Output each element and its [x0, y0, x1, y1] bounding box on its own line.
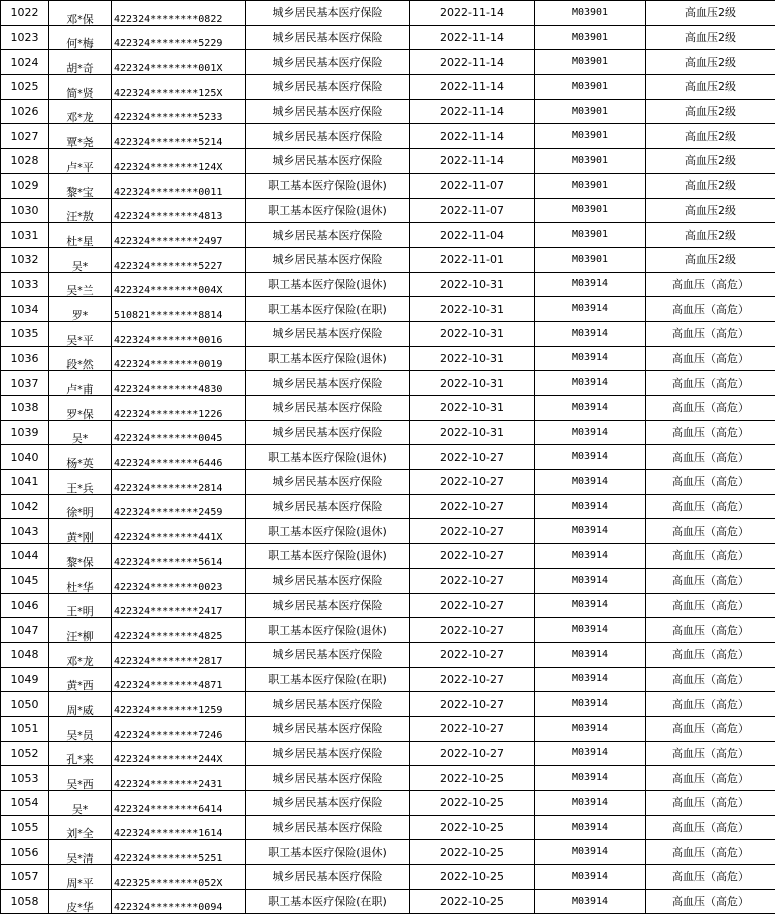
table-row — [1, 618, 775, 643]
date-cell: 2022-10-27 — [410, 716, 535, 741]
table-row — [1, 247, 775, 272]
table-row — [1, 149, 775, 174]
id-number-cell: 422324********1259 — [112, 692, 246, 717]
diagnosis-code-cell: M03914 — [535, 494, 646, 519]
id-number-cell: 422324********0094 — [112, 889, 246, 914]
diagnosis-code-cell: M03901 — [535, 75, 646, 100]
id-number-cell: 422324********2459 — [112, 494, 246, 519]
id-number-cell: 422324********0045 — [112, 420, 246, 445]
date-cell: 2022-10-27 — [410, 519, 535, 544]
diagnosis-name-cell: 高血压2级 — [646, 247, 775, 272]
id-number-cell: 422324********001X — [112, 50, 246, 75]
diagnosis-code-cell: M03901 — [535, 25, 646, 50]
diagnosis-code-cell: M03914 — [535, 568, 646, 593]
table-row — [1, 642, 775, 667]
diagnosis-name-cell: 高血压2级 — [646, 1, 775, 26]
patient-name-cell: 吴*平 — [49, 321, 112, 346]
diagnosis-code-cell: M03901 — [535, 124, 646, 149]
diagnosis-name-cell: 高血压2级 — [646, 50, 775, 75]
patient-name-cell: 吴*员 — [49, 716, 112, 741]
date-cell: 2022-10-25 — [410, 815, 535, 840]
id-number-cell: 422324********2417 — [112, 593, 246, 618]
date-cell: 2022-10-31 — [410, 272, 535, 297]
diagnosis-code-cell: M03914 — [535, 865, 646, 890]
id-number-cell: 422324********6446 — [112, 445, 246, 470]
diagnosis-name-cell: 高血压2级 — [646, 124, 775, 149]
id-number-cell: 422324********2431 — [112, 766, 246, 791]
row-number-cell: 1049 — [1, 667, 49, 692]
diagnosis-code-cell: M03901 — [535, 50, 646, 75]
patient-name-cell: 吴* — [49, 420, 112, 445]
date-cell: 2022-10-31 — [410, 297, 535, 322]
row-number-cell: 1028 — [1, 149, 49, 174]
diagnosis-code-cell: M03901 — [535, 247, 646, 272]
insurance-type-cell: 城乡居民基本医疗保险 — [246, 642, 410, 667]
row-number-cell: 1035 — [1, 321, 49, 346]
row-number-cell: 1030 — [1, 198, 49, 223]
id-number-cell: 422324********441X — [112, 519, 246, 544]
date-cell: 2022-10-25 — [410, 766, 535, 791]
table-row — [1, 791, 775, 816]
id-number-cell: 422324********004X — [112, 272, 246, 297]
insurance-type-cell: 城乡居民基本医疗保险 — [246, 223, 410, 248]
patient-name-cell: 周*威 — [49, 692, 112, 717]
diagnosis-name-cell: 高血压（高危） — [646, 346, 775, 371]
table-row — [1, 420, 775, 445]
row-number-cell: 1025 — [1, 75, 49, 100]
table-row — [1, 223, 775, 248]
insurance-type-cell: 城乡居民基本医疗保险 — [246, 247, 410, 272]
diagnosis-name-cell: 高血压2级 — [646, 223, 775, 248]
id-number-cell: 422324********0019 — [112, 346, 246, 371]
date-cell: 2022-11-07 — [410, 173, 535, 198]
diagnosis-name-cell: 高血压（高危） — [646, 618, 775, 643]
insurance-type-cell: 城乡居民基本医疗保险 — [246, 692, 410, 717]
table-row — [1, 840, 775, 865]
row-number-cell: 1037 — [1, 371, 49, 396]
diagnosis-name-cell: 高血压2级 — [646, 149, 775, 174]
insurance-type-cell: 职工基本医疗保险(退休) — [246, 272, 410, 297]
table-row — [1, 568, 775, 593]
table-row — [1, 865, 775, 890]
diagnosis-name-cell: 高血压（高危） — [646, 321, 775, 346]
insurance-type-cell: 城乡居民基本医疗保险 — [246, 791, 410, 816]
row-number-cell: 1032 — [1, 247, 49, 272]
patient-name-cell: 吴* — [49, 791, 112, 816]
insurance-type-cell: 城乡居民基本医疗保险 — [246, 396, 410, 421]
diagnosis-name-cell: 高血压（高危） — [646, 445, 775, 470]
insurance-type-cell: 城乡居民基本医疗保险 — [246, 568, 410, 593]
id-number-cell: 422324********125X — [112, 75, 246, 100]
insurance-type-cell: 城乡居民基本医疗保险 — [246, 321, 410, 346]
date-cell: 2022-10-27 — [410, 741, 535, 766]
patient-name-cell: 罗*保 — [49, 396, 112, 421]
row-number-cell: 1033 — [1, 272, 49, 297]
id-number-cell: 422324********6414 — [112, 791, 246, 816]
diagnosis-name-cell: 高血压（高危） — [646, 420, 775, 445]
diagnosis-name-cell: 高血压（高危） — [646, 766, 775, 791]
date-cell: 2022-10-25 — [410, 889, 535, 914]
diagnosis-code-cell: M03914 — [535, 716, 646, 741]
patient-name-cell: 何*梅 — [49, 25, 112, 50]
diagnosis-code-cell: M03914 — [535, 396, 646, 421]
diagnosis-code-cell: M03914 — [535, 766, 646, 791]
diagnosis-name-cell: 高血压（高危） — [646, 642, 775, 667]
insurance-type-cell: 职工基本医疗保险(退休) — [246, 544, 410, 569]
row-number-cell: 1052 — [1, 741, 49, 766]
id-number-cell: 422324********5251 — [112, 840, 246, 865]
diagnosis-code-cell: M03914 — [535, 470, 646, 495]
id-number-cell: 422324********0023 — [112, 568, 246, 593]
date-cell: 2022-11-01 — [410, 247, 535, 272]
insurance-type-cell: 城乡居民基本医疗保险 — [246, 25, 410, 50]
diagnosis-name-cell: 高血压（高危） — [646, 889, 775, 914]
diagnosis-name-cell: 高血压（高危） — [646, 297, 775, 322]
date-cell: 2022-11-14 — [410, 1, 535, 26]
diagnosis-name-cell: 高血压（高危） — [646, 865, 775, 890]
diagnosis-code-cell: M03901 — [535, 99, 646, 124]
diagnosis-code-cell: M03914 — [535, 544, 646, 569]
row-number-cell: 1022 — [1, 1, 49, 26]
diagnosis-code-cell: M03901 — [535, 149, 646, 174]
diagnosis-code-cell: M03914 — [535, 519, 646, 544]
date-cell: 2022-10-27 — [410, 494, 535, 519]
date-cell: 2022-10-27 — [410, 445, 535, 470]
insurance-type-cell: 城乡居民基本医疗保险 — [246, 470, 410, 495]
table-row — [1, 371, 775, 396]
row-number-cell: 1051 — [1, 716, 49, 741]
patient-name-cell: 黄*西 — [49, 667, 112, 692]
patient-name-cell: 王*明 — [49, 593, 112, 618]
row-number-cell: 1044 — [1, 544, 49, 569]
patient-name-cell: 吴*西 — [49, 766, 112, 791]
insurance-type-cell: 职工基本医疗保险(退休) — [246, 198, 410, 223]
id-number-cell: 422325********052X — [112, 865, 246, 890]
id-number-cell: 422324********1614 — [112, 815, 246, 840]
date-cell: 2022-10-27 — [410, 593, 535, 618]
diagnosis-name-cell: 高血压（高危） — [646, 692, 775, 717]
insurance-type-cell: 城乡居民基本医疗保险 — [246, 1, 410, 26]
row-number-cell: 1043 — [1, 519, 49, 544]
insurance-type-cell: 城乡居民基本医疗保险 — [246, 149, 410, 174]
insurance-type-cell: 城乡居民基本医疗保险 — [246, 494, 410, 519]
diagnosis-name-cell: 高血压（高危） — [646, 593, 775, 618]
patient-name-cell: 罗* — [49, 297, 112, 322]
insurance-type-cell: 职工基本医疗保险(在职) — [246, 889, 410, 914]
date-cell: 2022-10-31 — [410, 321, 535, 346]
table-row — [1, 815, 775, 840]
insurance-type-cell: 城乡居民基本医疗保险 — [246, 124, 410, 149]
patient-name-cell: 简*贤 — [49, 75, 112, 100]
diagnosis-code-cell: M03914 — [535, 420, 646, 445]
patient-name-cell: 杨*英 — [49, 445, 112, 470]
diagnosis-code-cell: M03914 — [535, 618, 646, 643]
diagnosis-name-cell: 高血压（高危） — [646, 815, 775, 840]
table-row — [1, 593, 775, 618]
date-cell: 2022-10-27 — [410, 544, 535, 569]
id-number-cell: 422324********1226 — [112, 396, 246, 421]
diagnosis-code-cell: M03914 — [535, 667, 646, 692]
table-row — [1, 297, 775, 322]
patient-name-cell: 王*兵 — [49, 470, 112, 495]
diagnosis-name-cell: 高血压（高危） — [646, 396, 775, 421]
row-number-cell: 1054 — [1, 791, 49, 816]
diagnosis-code-cell: M03901 — [535, 1, 646, 26]
patient-name-cell: 卢*甫 — [49, 371, 112, 396]
patient-name-cell: 段*然 — [49, 346, 112, 371]
table-row — [1, 667, 775, 692]
date-cell: 2022-11-07 — [410, 198, 535, 223]
row-number-cell: 1058 — [1, 889, 49, 914]
date-cell: 2022-11-14 — [410, 99, 535, 124]
insurance-type-cell: 城乡居民基本医疗保险 — [246, 50, 410, 75]
patient-name-cell: 刘*全 — [49, 815, 112, 840]
date-cell: 2022-10-25 — [410, 840, 535, 865]
date-cell: 2022-10-27 — [410, 618, 535, 643]
diagnosis-code-cell: M03914 — [535, 297, 646, 322]
date-cell: 2022-10-27 — [410, 568, 535, 593]
date-cell: 2022-10-31 — [410, 396, 535, 421]
id-number-cell: 422324********5214 — [112, 124, 246, 149]
table-row — [1, 396, 775, 421]
patient-name-cell: 汪*敖 — [49, 198, 112, 223]
insurance-type-cell: 城乡居民基本医疗保险 — [246, 741, 410, 766]
id-number-cell: 422324********7246 — [112, 716, 246, 741]
row-number-cell: 1055 — [1, 815, 49, 840]
table-row — [1, 99, 775, 124]
diagnosis-name-cell: 高血压（高危） — [646, 494, 775, 519]
patient-name-cell: 胡*奇 — [49, 50, 112, 75]
id-number-cell: 422324********0016 — [112, 321, 246, 346]
insurance-type-cell: 职工基本医疗保险(退休) — [246, 346, 410, 371]
diagnosis-code-cell: M03914 — [535, 840, 646, 865]
diagnosis-name-cell: 高血压（高危） — [646, 371, 775, 396]
id-number-cell: 422324********2814 — [112, 470, 246, 495]
table-row — [1, 173, 775, 198]
date-cell: 2022-10-25 — [410, 791, 535, 816]
row-number-cell: 1041 — [1, 470, 49, 495]
diagnosis-code-cell: M03914 — [535, 692, 646, 717]
table-row — [1, 494, 775, 519]
id-number-cell: 422324********5233 — [112, 99, 246, 124]
row-number-cell: 1038 — [1, 396, 49, 421]
table-row — [1, 445, 775, 470]
row-number-cell: 1034 — [1, 297, 49, 322]
patient-name-cell: 吴* — [49, 247, 112, 272]
patient-name-cell: 卢*平 — [49, 149, 112, 174]
row-number-cell: 1031 — [1, 223, 49, 248]
diagnosis-code-cell: M03914 — [535, 889, 646, 914]
insurance-type-cell: 城乡居民基本医疗保险 — [246, 75, 410, 100]
insurance-type-cell: 职工基本医疗保险(退休) — [246, 618, 410, 643]
id-number-cell: 510821********8814 — [112, 297, 246, 322]
insurance-type-cell: 城乡居民基本医疗保险 — [246, 766, 410, 791]
diagnosis-name-cell: 高血压（高危） — [646, 519, 775, 544]
row-number-cell: 1042 — [1, 494, 49, 519]
row-number-cell: 1047 — [1, 618, 49, 643]
table-row — [1, 346, 775, 371]
id-number-cell: 422324********0822 — [112, 1, 246, 26]
diagnosis-code-cell: M03914 — [535, 371, 646, 396]
date-cell: 2022-11-04 — [410, 223, 535, 248]
id-number-cell: 422324********0011 — [112, 173, 246, 198]
diagnosis-code-cell: M03914 — [535, 791, 646, 816]
date-cell: 2022-10-31 — [410, 346, 535, 371]
table-row — [1, 692, 775, 717]
date-cell: 2022-11-14 — [410, 124, 535, 149]
diagnosis-name-cell: 高血压（高危） — [646, 716, 775, 741]
table-row — [1, 519, 775, 544]
diagnosis-code-cell: M03914 — [535, 445, 646, 470]
insurance-type-cell: 职工基本医疗保险(在职) — [246, 297, 410, 322]
diagnosis-name-cell: 高血压2级 — [646, 173, 775, 198]
patient-name-cell: 黎*保 — [49, 544, 112, 569]
date-cell: 2022-10-27 — [410, 470, 535, 495]
table-row — [1, 470, 775, 495]
row-number-cell: 1039 — [1, 420, 49, 445]
row-number-cell: 1023 — [1, 25, 49, 50]
table-row — [1, 50, 775, 75]
diagnosis-name-cell: 高血压（高危） — [646, 470, 775, 495]
row-number-cell: 1036 — [1, 346, 49, 371]
row-number-cell: 1040 — [1, 445, 49, 470]
insurance-type-cell: 职工基本医疗保险(在职) — [246, 667, 410, 692]
table-row — [1, 75, 775, 100]
patient-name-cell: 周*平 — [49, 865, 112, 890]
insurance-type-cell: 城乡居民基本医疗保险 — [246, 99, 410, 124]
diagnosis-name-cell: 高血压2级 — [646, 99, 775, 124]
diagnosis-name-cell: 高血压（高危） — [646, 272, 775, 297]
diagnosis-code-cell: M03901 — [535, 173, 646, 198]
patient-name-cell: 黎*宝 — [49, 173, 112, 198]
id-number-cell: 422324********244X — [112, 741, 246, 766]
diagnosis-name-cell: 高血压2级 — [646, 75, 775, 100]
row-number-cell: 1045 — [1, 568, 49, 593]
insurance-type-cell: 职工基本医疗保险(退休) — [246, 173, 410, 198]
id-number-cell: 422324********5614 — [112, 544, 246, 569]
diagnosis-name-cell: 高血压（高危） — [646, 568, 775, 593]
id-number-cell: 422324********4825 — [112, 618, 246, 643]
insurance-type-cell: 职工基本医疗保险(退休) — [246, 840, 410, 865]
table-row — [1, 766, 775, 791]
date-cell: 2022-11-14 — [410, 75, 535, 100]
diagnosis-name-cell: 高血压（高危） — [646, 667, 775, 692]
patient-name-cell: 邓*龙 — [49, 642, 112, 667]
date-cell: 2022-10-25 — [410, 865, 535, 890]
row-number-cell: 1050 — [1, 692, 49, 717]
patient-name-cell: 孔*来 — [49, 741, 112, 766]
row-number-cell: 1053 — [1, 766, 49, 791]
insurance-type-cell: 城乡居民基本医疗保险 — [246, 815, 410, 840]
table-row — [1, 272, 775, 297]
diagnosis-name-cell: 高血压（高危） — [646, 840, 775, 865]
diagnosis-code-cell: M03914 — [535, 272, 646, 297]
table-row — [1, 124, 775, 149]
patient-name-cell: 杜*华 — [49, 568, 112, 593]
insurance-type-cell: 城乡居民基本医疗保险 — [246, 865, 410, 890]
table-row — [1, 741, 775, 766]
insurance-type-cell: 城乡居民基本医疗保险 — [246, 371, 410, 396]
diagnosis-name-cell: 高血压（高危） — [646, 544, 775, 569]
patient-name-cell: 邓*保 — [49, 1, 112, 26]
diagnosis-code-cell: M03914 — [535, 346, 646, 371]
diagnosis-name-cell: 高血压2级 — [646, 25, 775, 50]
diagnosis-name-cell: 高血压（高危） — [646, 791, 775, 816]
insurance-type-cell: 职工基本医疗保险(退休) — [246, 519, 410, 544]
diagnosis-code-cell: M03914 — [535, 642, 646, 667]
row-number-cell: 1057 — [1, 865, 49, 890]
id-number-cell: 422324********4871 — [112, 667, 246, 692]
id-number-cell: 422324********4830 — [112, 371, 246, 396]
date-cell: 2022-11-14 — [410, 50, 535, 75]
diagnosis-code-cell: M03914 — [535, 593, 646, 618]
insurance-type-cell: 职工基本医疗保险(退休) — [246, 445, 410, 470]
patient-name-cell: 皮*华 — [49, 889, 112, 914]
table-row — [1, 716, 775, 741]
patient-name-cell: 吴*兰 — [49, 272, 112, 297]
date-cell: 2022-11-14 — [410, 149, 535, 174]
row-number-cell: 1046 — [1, 593, 49, 618]
table-row — [1, 321, 775, 346]
id-number-cell: 422324********2497 — [112, 223, 246, 248]
table-row — [1, 198, 775, 223]
date-cell: 2022-10-31 — [410, 420, 535, 445]
id-number-cell: 422324********5229 — [112, 25, 246, 50]
table-row — [1, 889, 775, 914]
row-number-cell: 1027 — [1, 124, 49, 149]
date-cell: 2022-10-27 — [410, 667, 535, 692]
patient-name-cell: 杜*星 — [49, 223, 112, 248]
insurance-type-cell: 城乡居民基本医疗保险 — [246, 420, 410, 445]
diagnosis-code-cell: M03901 — [535, 223, 646, 248]
diagnosis-name-cell: 高血压2级 — [646, 198, 775, 223]
patient-name-cell: 汪*柳 — [49, 618, 112, 643]
diagnosis-code-cell: M03914 — [535, 741, 646, 766]
table-row — [1, 25, 775, 50]
patient-name-cell: 黄*刚 — [49, 519, 112, 544]
diagnosis-code-cell: M03914 — [535, 321, 646, 346]
date-cell: 2022-10-27 — [410, 642, 535, 667]
diagnosis-name-cell: 高血压（高危） — [646, 741, 775, 766]
table-body — [1, 1, 775, 914]
table-row — [1, 544, 775, 569]
insurance-type-cell: 城乡居民基本医疗保险 — [246, 593, 410, 618]
id-number-cell: 422324********124X — [112, 149, 246, 174]
patient-name-cell: 覃*尧 — [49, 124, 112, 149]
row-number-cell: 1056 — [1, 840, 49, 865]
patient-name-cell: 徐*明 — [49, 494, 112, 519]
id-number-cell: 422324********2817 — [112, 642, 246, 667]
insurance-type-cell: 城乡居民基本医疗保险 — [246, 716, 410, 741]
patient-name-cell: 吴*清 — [49, 840, 112, 865]
row-number-cell: 1029 — [1, 173, 49, 198]
date-cell: 2022-10-31 — [410, 371, 535, 396]
id-number-cell: 422324********5227 — [112, 247, 246, 272]
row-number-cell: 1048 — [1, 642, 49, 667]
patient-name-cell: 邓*龙 — [49, 99, 112, 124]
table-row — [1, 1, 775, 26]
diagnosis-code-cell: M03901 — [535, 198, 646, 223]
date-cell: 2022-11-14 — [410, 25, 535, 50]
row-number-cell: 1026 — [1, 99, 49, 124]
diagnosis-code-cell: M03914 — [535, 815, 646, 840]
id-number-cell: 422324********4813 — [112, 198, 246, 223]
date-cell: 2022-10-27 — [410, 692, 535, 717]
row-number-cell: 1024 — [1, 50, 49, 75]
